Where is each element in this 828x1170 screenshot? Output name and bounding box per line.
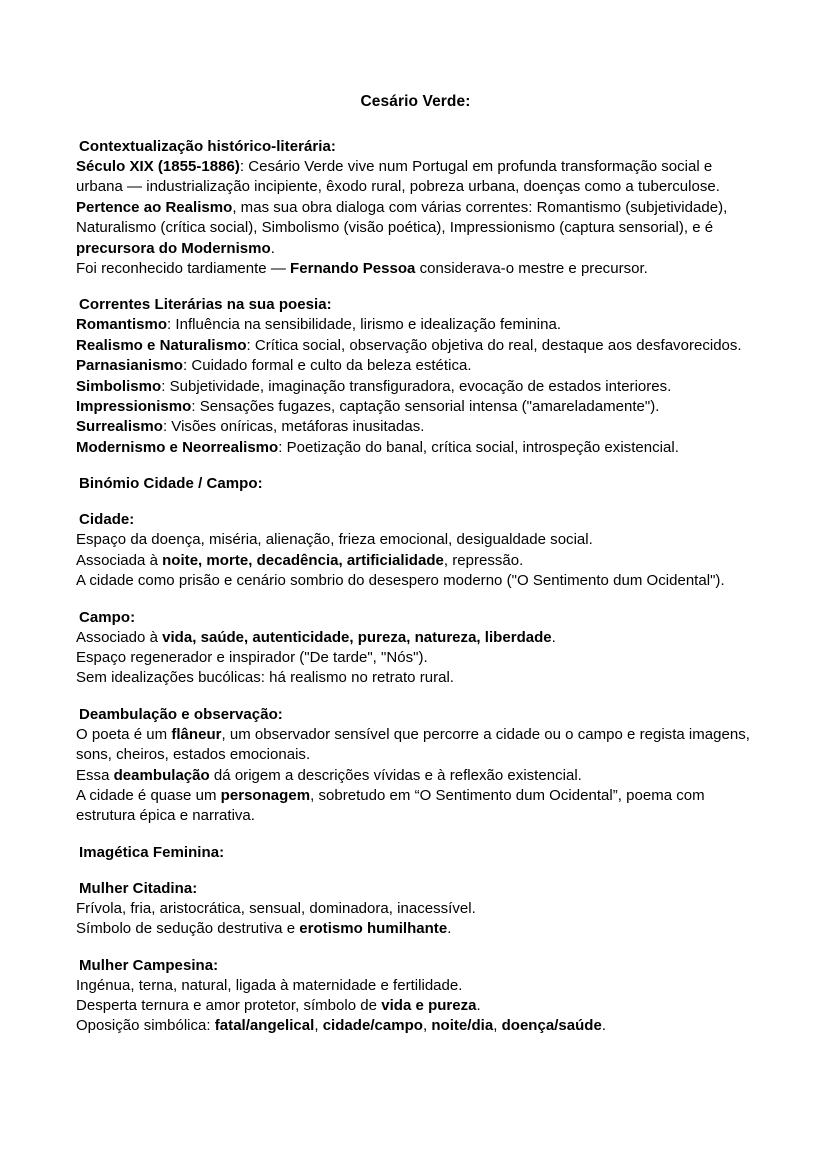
body-text: : Sensações fugazes, captação sensorial intensa ("amareladamente"). (191, 398, 660, 416)
spacer (76, 863, 755, 878)
body-text: . (270, 239, 275, 257)
emphasis-text: Pertence ao Realismo (76, 198, 233, 216)
body-text: Sem idealizações bucólicas: há realismo no retrato rural. (76, 669, 454, 687)
emphasis-text: Impressionismo (76, 398, 192, 416)
paragraph-correntes-literarias-7 (76, 438, 755, 458)
paragraph-deambulacao-3 (76, 786, 755, 827)
body-text: , um observador sensível que percorre a cidade ou o campo e regista imagens, sons, cheiros, estados emocionais. (76, 725, 750, 764)
body-text: . (601, 1017, 607, 1035)
section-heading-binomio-cidade-campo: Binómio Cidade / Campo: (79, 475, 263, 493)
body-text: Frívola, fria, aristocrática, sensual, dominadora, inacessível. (76, 899, 476, 917)
body-text: , (493, 1017, 502, 1035)
paragraph-campo-1 (76, 628, 755, 648)
body-text: Símbolo de sedução destrutiva e (76, 920, 300, 938)
spacer (76, 940, 755, 955)
body-text: Espaço da doença, miséria, alienação, frieza emocional, desigualdade social. (76, 531, 593, 549)
emphasis-text: doença/saúde (501, 1017, 602, 1035)
paragraph-correntes-literarias-3 (76, 356, 755, 376)
emphasis-text: cidade/campo (322, 1017, 423, 1035)
body-text: , mas sua obra dialoga com várias correntes: Romantismo (subjetividade), Naturalismo (crítica social), Simbolismo (visão poética), Impressionismo (captura sensorial), e é (76, 198, 728, 237)
paragraph-campo-2 (76, 648, 755, 668)
body-text: . (551, 628, 556, 646)
page-title: Cesário Verde: (360, 93, 471, 110)
paragraph-correntes-literarias-4 (76, 377, 755, 397)
spacer (76, 592, 755, 607)
subsection-heading-campo: Campo: (79, 608, 136, 626)
body-text: Essa (76, 766, 114, 784)
paragraph-mulher-campesina-2 (76, 996, 755, 1016)
paragraph-block (76, 157, 755, 279)
paragraph-cidade-2 (76, 551, 755, 571)
section-heading-correntes-literarias: Correntes Literárias na sua poesia: (79, 296, 332, 314)
section-contextualizacao (76, 136, 755, 279)
paragraph-mulher-campesina-3 (76, 1016, 755, 1036)
paragraph-correntes-literarias-5 (76, 397, 755, 417)
emphasis-text: Século XIX (1855-1886) (76, 158, 240, 175)
body-text: . (447, 920, 452, 938)
body-text: : Crítica social, observação objetiva do real, destaque aos desfavorecidos. (246, 336, 742, 354)
paragraph-mulher-citadina-1 (76, 899, 755, 919)
emphasis-text: vida, saúde, autenticidade, pureza, natureza, liberdade (162, 628, 552, 646)
section-heading-deambulacao: Deambulação e observação: (79, 705, 283, 723)
body-text: , repressão. (443, 551, 524, 569)
section-deambulacao (76, 704, 755, 827)
emphasis-text: noite/dia (431, 1017, 494, 1035)
body-text: dá origem a descrições vívidas e à reflexão existencial. (209, 766, 582, 784)
body-text: O poeta é um (76, 725, 172, 743)
body-text: , (422, 1017, 432, 1035)
emphasis-text: erotismo humilhante (299, 920, 448, 938)
emphasis-text: noite, morte, decadência, artificialidade (162, 551, 444, 569)
paragraph-correntes-literarias-1 (76, 315, 755, 335)
paragraph-contextualizacao-1 (76, 157, 755, 198)
section-heading-imagetica-feminina: Imagética Feminina: (79, 843, 225, 861)
emphasis-text: Romantismo (76, 316, 168, 334)
paragraph-mulher-campesina-1 (76, 976, 755, 996)
paragraph-cidade-1 (76, 530, 755, 550)
paragraph-block (76, 725, 755, 827)
paragraph-deambulacao-2 (76, 766, 755, 786)
section-correntes-literarias (76, 294, 755, 458)
spacer (76, 494, 755, 509)
body-text: Ingénua, terna, natural, ligada à maternidade e fertilidade. (76, 976, 463, 994)
emphasis-text: Parnasianismo (76, 357, 183, 375)
paragraph-cidade-3 (76, 571, 755, 591)
emphasis-text: personagem (220, 786, 311, 804)
emphasis-text: flâneur (171, 725, 222, 743)
paragraph-deambulacao-1 (76, 725, 755, 766)
section-heading-contextualizacao: Contextualização histórico-literária: (79, 138, 336, 155)
body-text: Desperta ternura e amor protetor, símbolo de (76, 996, 382, 1014)
emphasis-text: Realismo e Naturalismo (76, 336, 247, 354)
body-text: . (476, 996, 481, 1014)
paragraph-block (76, 628, 755, 689)
paragraph-block (76, 976, 755, 1037)
body-text: , (314, 1017, 323, 1035)
body-text: Foi reconhecido tardiamente — (76, 260, 291, 278)
emphasis-text: fatal/angelical (214, 1017, 315, 1035)
body-text: : Visões oníricas, metáforas inusitadas. (162, 418, 425, 436)
body-text: A cidade é quase um (76, 786, 221, 804)
subsection-heading-mulher-citadina: Mulher Citadina: (79, 879, 198, 897)
body-text: : Influência na sensibilidade, lirismo e idealização feminina. (167, 316, 562, 334)
document-body (76, 136, 755, 1037)
paragraph-correntes-literarias-2 (76, 336, 755, 356)
paragraph-mulher-citadina-2 (76, 919, 755, 939)
emphasis-text: Fernando Pessoa (290, 260, 416, 278)
body-text: Associada à (76, 551, 163, 569)
paragraph-block (76, 315, 755, 458)
paragraph-contextualizacao-2 (76, 198, 755, 259)
paragraph-correntes-literarias-6 (76, 417, 755, 437)
paragraph-block (76, 530, 755, 591)
section-binomio-cidade-campo (76, 473, 755, 688)
emphasis-text: deambulação (113, 766, 210, 784)
emphasis-text: vida e pureza (381, 996, 477, 1014)
emphasis-text: Modernismo e Neorrealismo (76, 438, 279, 456)
paragraph-block (76, 899, 755, 940)
body-text: considerava-o mestre e precursor. (415, 260, 648, 278)
emphasis-text: Surrealismo (76, 418, 163, 436)
paragraph-campo-3 (76, 668, 755, 688)
section-imagetica-feminina (76, 842, 755, 1037)
subsection-heading-mulher-campesina: Mulher Campesina: (79, 956, 219, 974)
body-text: , sobretudo em “O Sentimento dum Ocidental”, poema com estrutura épica e narrativa. (76, 786, 705, 825)
body-text: : Poetização do banal, crítica social, introspeção existencial. (278, 438, 679, 456)
body-text: Associado à (76, 628, 163, 646)
body-text: Oposição simbólica: (76, 1017, 215, 1035)
body-text: : Cuidado formal e culto da beleza estética. (182, 357, 472, 375)
body-text: : Cesário Verde vive num Portugal em profunda transformação social e urbana — industrialização incipiente, êxodo rural, pobreza urbana, doenças como a tuberculose. (76, 158, 720, 196)
paragraph-contextualizacao-3 (76, 259, 755, 279)
emphasis-text: precursora do Modernismo (76, 239, 271, 257)
body-text: : Subjetividade, imaginação transfiguradora, evocação de estados interiores. (161, 377, 672, 395)
emphasis-text: Simbolismo (76, 377, 162, 395)
subsection-heading-cidade: Cidade: (79, 511, 135, 529)
body-text: Espaço regenerador e inspirador ("De tarde", "Nós"). (76, 648, 428, 666)
body-text: A cidade como prisão e cenário sombrio do desespero moderno ("O Sentimento dum Ocidental"). (76, 572, 725, 590)
